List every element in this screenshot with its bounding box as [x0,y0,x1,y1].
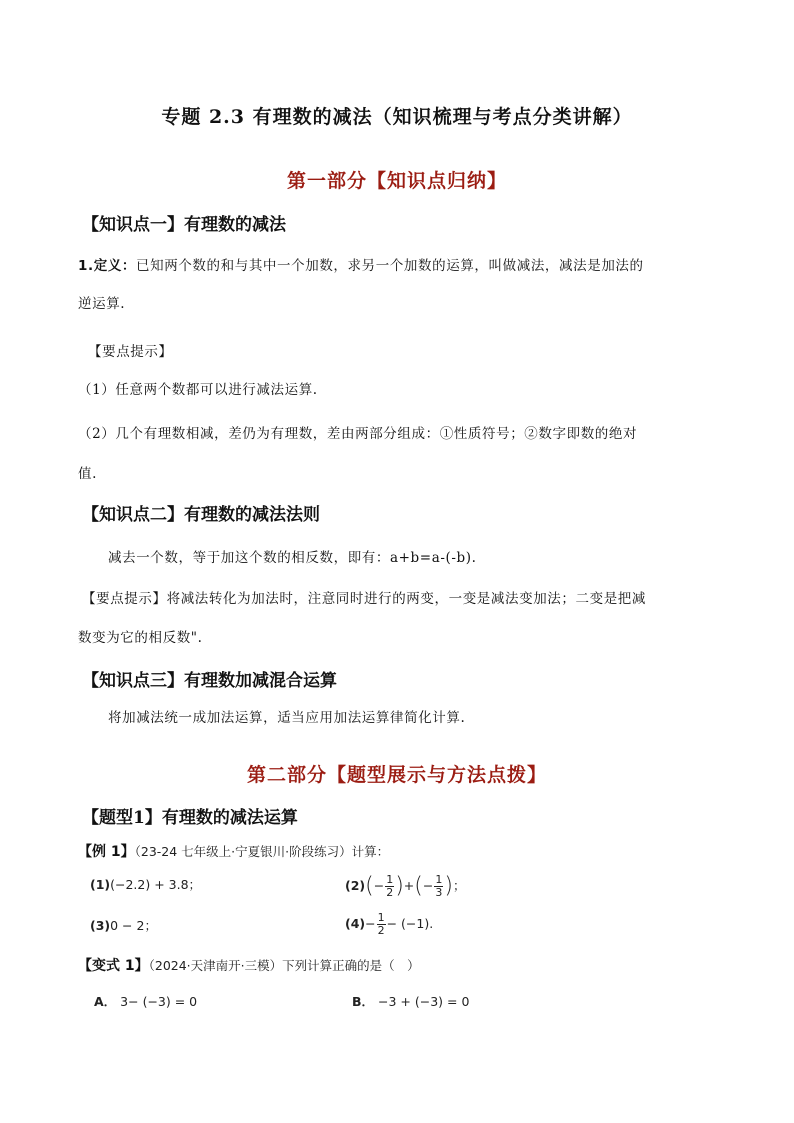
variant1-source: （2024·天津南开·三模）下列计算正确的是（ ） [148,958,420,973]
part2-heading: 第二部分【题型展示与方法点拨】 [246,764,547,786]
question-3 [90,914,157,938]
definition-text: 已知两个数的和与其中一个加数，求另一个加数的运算，叫做减法，减法是加法的 [136,258,644,274]
option-b-label: B． [352,994,375,1009]
q2-end: ； [452,878,466,893]
fraction-one-third: $\frac{1}{3}$ [435,873,443,899]
q2-minus-a: − [373,878,385,893]
q1-expr-a: (−2.2) [110,877,151,892]
q1-number: (1) [90,877,111,892]
option-a [94,990,197,1014]
q4-end: . [429,916,434,931]
fraction-one-half: $\frac{1}{2}$ [386,873,394,899]
q3-number: (3) [90,918,111,933]
part1-heading: 第一部分【知识点归纳】 [286,170,507,192]
kp1-definition-line1 [78,254,644,274]
q1-expr-b: + 3.8 [154,877,189,892]
tips1-item1: （1）任意两个数都可以进行减法运算. [78,382,318,398]
kp2-heading: 【知识点二】有理数的减法法则 [82,505,320,525]
q3-expr: 0 − 2 [110,918,145,933]
option-a-expr: 3− (−3) = 0 [120,994,198,1009]
tips1-label: 【要点提示】 [88,344,173,360]
kp3-heading: 【知识点三】有理数加减混合运算 [82,671,337,691]
variant1-label: 【变式 1】 [78,958,149,974]
question-1 [90,870,201,900]
kp1-definition-line2: 逆运算. [78,296,126,312]
q2-plus: + [403,878,415,893]
kp2-rule: 减去一个数，等于加这个数的相反数，即有：a+b=a-(-b). [108,550,477,566]
example1-line [78,841,389,861]
q2-minus-b: − [422,878,434,893]
q3-end: ； [144,918,157,933]
example1-label: 【例 1】 [78,844,135,860]
q4-minus: − [365,916,376,931]
kp2-tip-line1: 【要点提示】将减法转化为加法时，注意同时进行的两变，一变是减法变加法；二变是把减 [82,591,646,607]
kp1-heading: 【知识点一】有理数的减法 [82,215,286,235]
kp2-tip-line2: 数变为它的相反数". [78,630,203,646]
kp3-text: 将加减法统一成加法运算，适当应用加法运算律简化计算. [108,710,466,726]
variant1-line [78,955,420,975]
q1-end: ； [188,877,202,892]
q2-number: (2) [345,878,366,893]
q4-tail: − (−1) [386,916,430,931]
question-2: (2)(− $\frac{1}{2}$ )+(− $\frac{1}{3}$ )； [345,873,466,899]
q4-number: (4) [345,916,366,931]
page-title: 专题 2.3 有理数的减法（知识梳理与考点分类讲解） [161,106,633,128]
question-4 [345,906,433,942]
definition-label: 1.定义： [78,258,137,274]
option-b-expr: −3 + (−3) = 0 [378,994,470,1009]
type1-heading: 【题型1】有理数的减法运算 [82,808,298,828]
tips1-item2-line2: 值. [78,466,97,482]
option-b [352,990,469,1014]
tips1-item2-line1: （2）几个有理数相减，差仍为有理数，差由两部分组成：①性质符号；②数字即数的绝对 [78,426,638,442]
example1-source: （23-24 七年级上·宁夏银川·阶段练习）计算： [134,844,390,859]
fraction-one-half-q4: $\frac{1}{2}$ [377,911,385,937]
option-a-label: A． [94,994,117,1009]
